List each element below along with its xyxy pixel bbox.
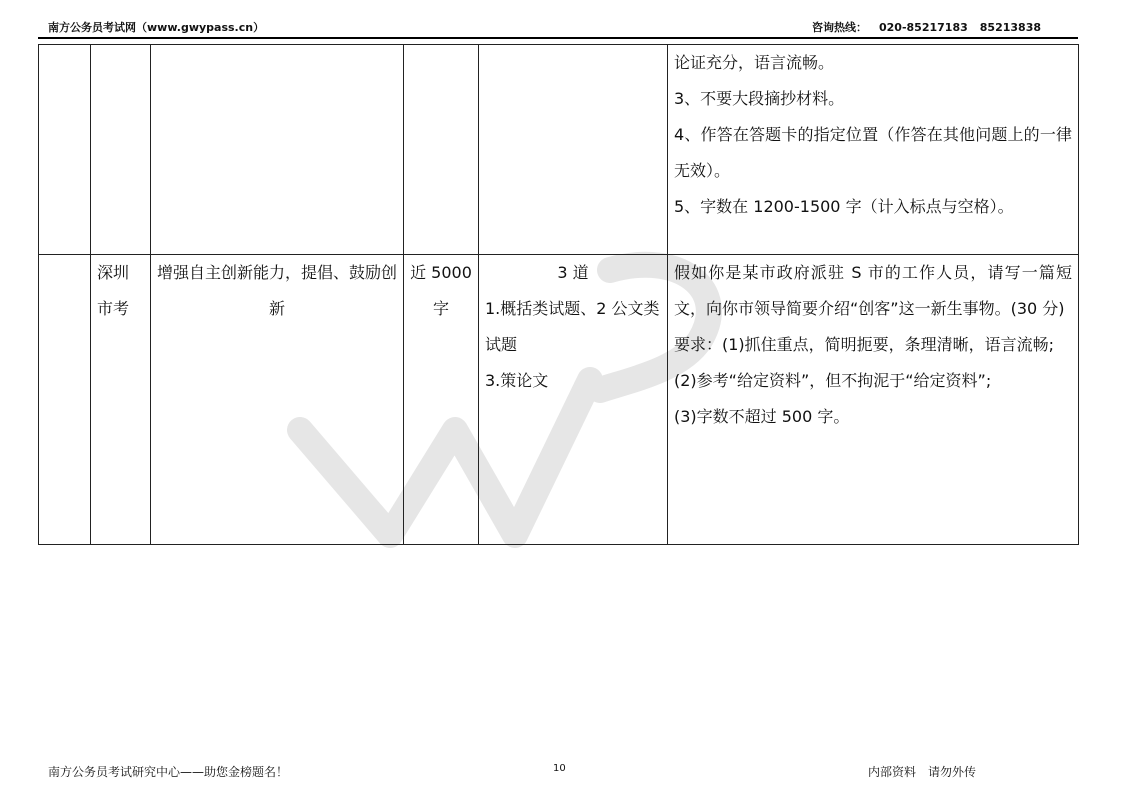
question-type-line: 1.概括类试题、2 公文类试题 <box>485 299 660 354</box>
table-cell-empty-6 <box>39 255 91 545</box>
requirement-line: 4、作答在答题卡的指定位置（作答在其他问题上的一律无效）。 <box>674 125 1072 180</box>
header-site-name: 南方公务员考试网（www.gwypass.cn） <box>48 21 265 34</box>
table-cell-requirements-continued <box>668 45 1079 255</box>
footer-notice <box>868 763 976 780</box>
footer-slogan: 南方公务员考试研究中心——助您金榜题名！ <box>48 765 289 779</box>
table-cell-empty-1 <box>39 45 91 255</box>
hotline-phone-1: 020-85217183 <box>879 21 968 34</box>
header-hotline <box>812 19 1041 35</box>
table-cell-requirements <box>668 255 1079 545</box>
table-cell-empty-5 <box>479 45 668 255</box>
requirement-line: 3、不要大段摘抄材料。 <box>674 89 845 108</box>
requirement-line: (3)字数不超过 500 字。 <box>674 407 850 426</box>
footer-notice-1: 内部资料 <box>868 765 917 779</box>
question-type-line: 3.策论文 <box>485 371 549 390</box>
requirement-line: 论证充分，语言流畅。 <box>674 53 835 72</box>
table-cell-empty-4 <box>404 45 479 255</box>
table-cell-theme: 增强自主创新能力，提倡、鼓励创新 <box>151 255 404 545</box>
table-cell-empty-2 <box>91 45 151 255</box>
requirement-line: 假如你是某市政府派驻 S 市的工作人员，请写一篇短文，向你市领导简要介绍“创客”这一新生事物。(30 分) <box>674 263 1072 318</box>
table-cell-questions <box>479 255 668 545</box>
exam-table <box>38 44 1079 545</box>
hotline-phone-2: 85213838 <box>979 21 1041 34</box>
requirement-line: 要求：(1)抓住重点，简明扼要，条理清晰，语言流畅; <box>674 335 1055 354</box>
requirement-line: 5、字数在 1200-1500 字（计入标点与空格）。 <box>674 197 1014 216</box>
header-divider <box>38 37 1078 39</box>
table-cell-region: 深圳市考 <box>91 255 151 545</box>
table-cell-word-count: 近 5000 字 <box>404 255 479 545</box>
footer-notice-2: 请勿外传 <box>928 765 977 779</box>
question-count: 3 道 <box>557 263 589 282</box>
table-row-continued <box>39 45 1079 255</box>
hotline-label: 咨询热线： <box>812 21 867 34</box>
table-cell-empty-3 <box>151 45 404 255</box>
page-number: 10 <box>553 763 566 774</box>
table-row-shenzhen <box>39 255 1079 545</box>
requirement-line: (2)参考“给定资料”，但不拘泥于“给定资料”; <box>674 371 992 390</box>
